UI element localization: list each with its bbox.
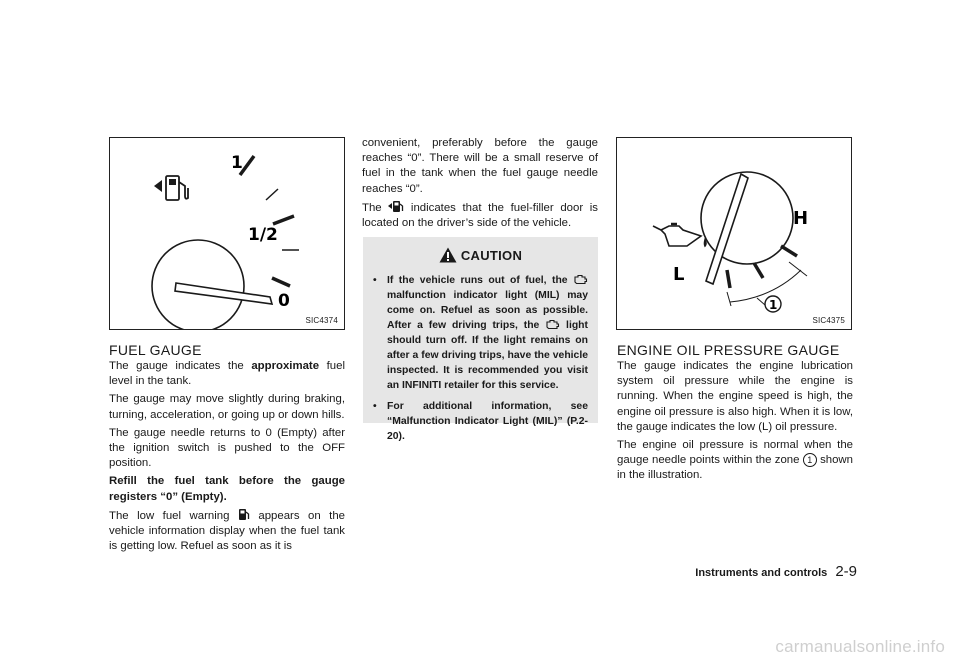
- zone-callout-label: 1: [769, 298, 778, 312]
- label-empty: 0: [278, 291, 290, 311]
- oil-dial-circle: [701, 172, 793, 264]
- oil-can-icon: [653, 224, 706, 246]
- oil-paragraph-1: The gauge indicates the engine lubrication system oil pressure while the engine is running. When the engine speed is high, the engine oil pressure is also high. When it is low, the gauge indicates the low (L) oil pressure.: [617, 360, 853, 433]
- fuel-pump-icon: [154, 176, 188, 200]
- low-fuel-warning-icon: [238, 508, 250, 521]
- label-full: 1: [231, 153, 243, 173]
- fuel-gauge-illustration: [110, 138, 344, 329]
- fuel-paragraph-5: The low fuel warning appears on the vehicle information display when the fuel tank is getting low. Refuel as soon as it is: [109, 509, 345, 553]
- page-footer: [695, 563, 857, 580]
- middle-column-text: [362, 136, 598, 234]
- label-half: 1/2: [248, 225, 278, 245]
- figure-code: SIC4374: [305, 316, 338, 325]
- tick-high: [781, 246, 797, 256]
- tick-empty: [272, 278, 290, 286]
- fuel-paragraph-1: The gauge indicates the approximate fuel level in the tank.: [109, 360, 345, 388]
- caution-title: CAUTION: [373, 247, 588, 263]
- oil-gauge-text: [617, 359, 853, 487]
- fuel-gauge-figure: [109, 137, 345, 330]
- caution-box: [363, 237, 598, 442]
- fuel-needle: [175, 283, 272, 304]
- middle-paragraph-1: convenient, preferably before the gauge reaches “0”. There will be a small reserve of fuel in the tank when the fuel gauge needle reaches “0”.: [362, 137, 598, 195]
- tick-half: [273, 216, 294, 224]
- fuel-gauge-text: [109, 359, 345, 557]
- oil-pressure-gauge-figure: [616, 137, 852, 330]
- fuel-paragraph-3: The gauge needle returns to 0 (Empty) after the ignition switch is pushed to the OFF position.: [109, 426, 345, 470]
- middle-paragraph-2: The indicates that the fuel-filler door is located on the driver’s side of the vehicle.: [362, 201, 598, 230]
- tick-mid: [754, 263, 763, 278]
- tick-low: [727, 270, 730, 288]
- warning-triangle-icon: [439, 247, 457, 263]
- normal-zone-arc: [730, 270, 801, 302]
- engine-mil-icon: [545, 319, 560, 330]
- page-number: 2-9: [835, 563, 857, 580]
- watermark: carmanualsonline.info: [775, 637, 945, 656]
- fuel-door-side-icon: [388, 200, 404, 213]
- fuel-dial-circle: [152, 240, 244, 329]
- oil-paragraph-2: The engine oil pressure is normal when the gauge needle points within the zone 1 shown in the illustration.: [617, 439, 853, 482]
- fuel-paragraph-4: Refill the fuel tank before the gauge registers “0” (Empty).: [109, 475, 345, 503]
- figure-code: SIC4375: [812, 316, 845, 325]
- section-title: Instruments and controls: [695, 567, 828, 579]
- oil-gauge-heading: ENGINE OIL PRESSURE GAUGE: [617, 342, 840, 358]
- engine-mil-icon: [573, 274, 588, 285]
- fuel-gauge-heading: FUEL GAUGE: [109, 342, 202, 358]
- oil-gauge-illustration: [617, 138, 851, 329]
- zone-marker: 1: [803, 453, 817, 467]
- fuel-paragraph-2: The gauge may move slightly during braking, turning, acceleration, or going up or down hills.: [109, 393, 345, 421]
- oil-needle: [706, 174, 748, 284]
- caution-item-2: • For additional information, see “Malfunction Indicator Light (MIL)” (P.2-20).: [373, 401, 588, 442]
- label-low: L: [673, 264, 685, 285]
- tick-3-4: [266, 189, 278, 200]
- label-high: H: [793, 208, 809, 229]
- caution-list: [373, 273, 588, 444]
- caution-item-1: • If the vehicle runs out of fuel, the malfunction indicator light (MIL) may come on. Refuel as soon as possible. After a few driving trips, the light should turn off. If the light remains on after a few driving trips, have the vehicle inspected. It is recommended you visit an INFINITI retailer for this service.: [373, 275, 588, 391]
